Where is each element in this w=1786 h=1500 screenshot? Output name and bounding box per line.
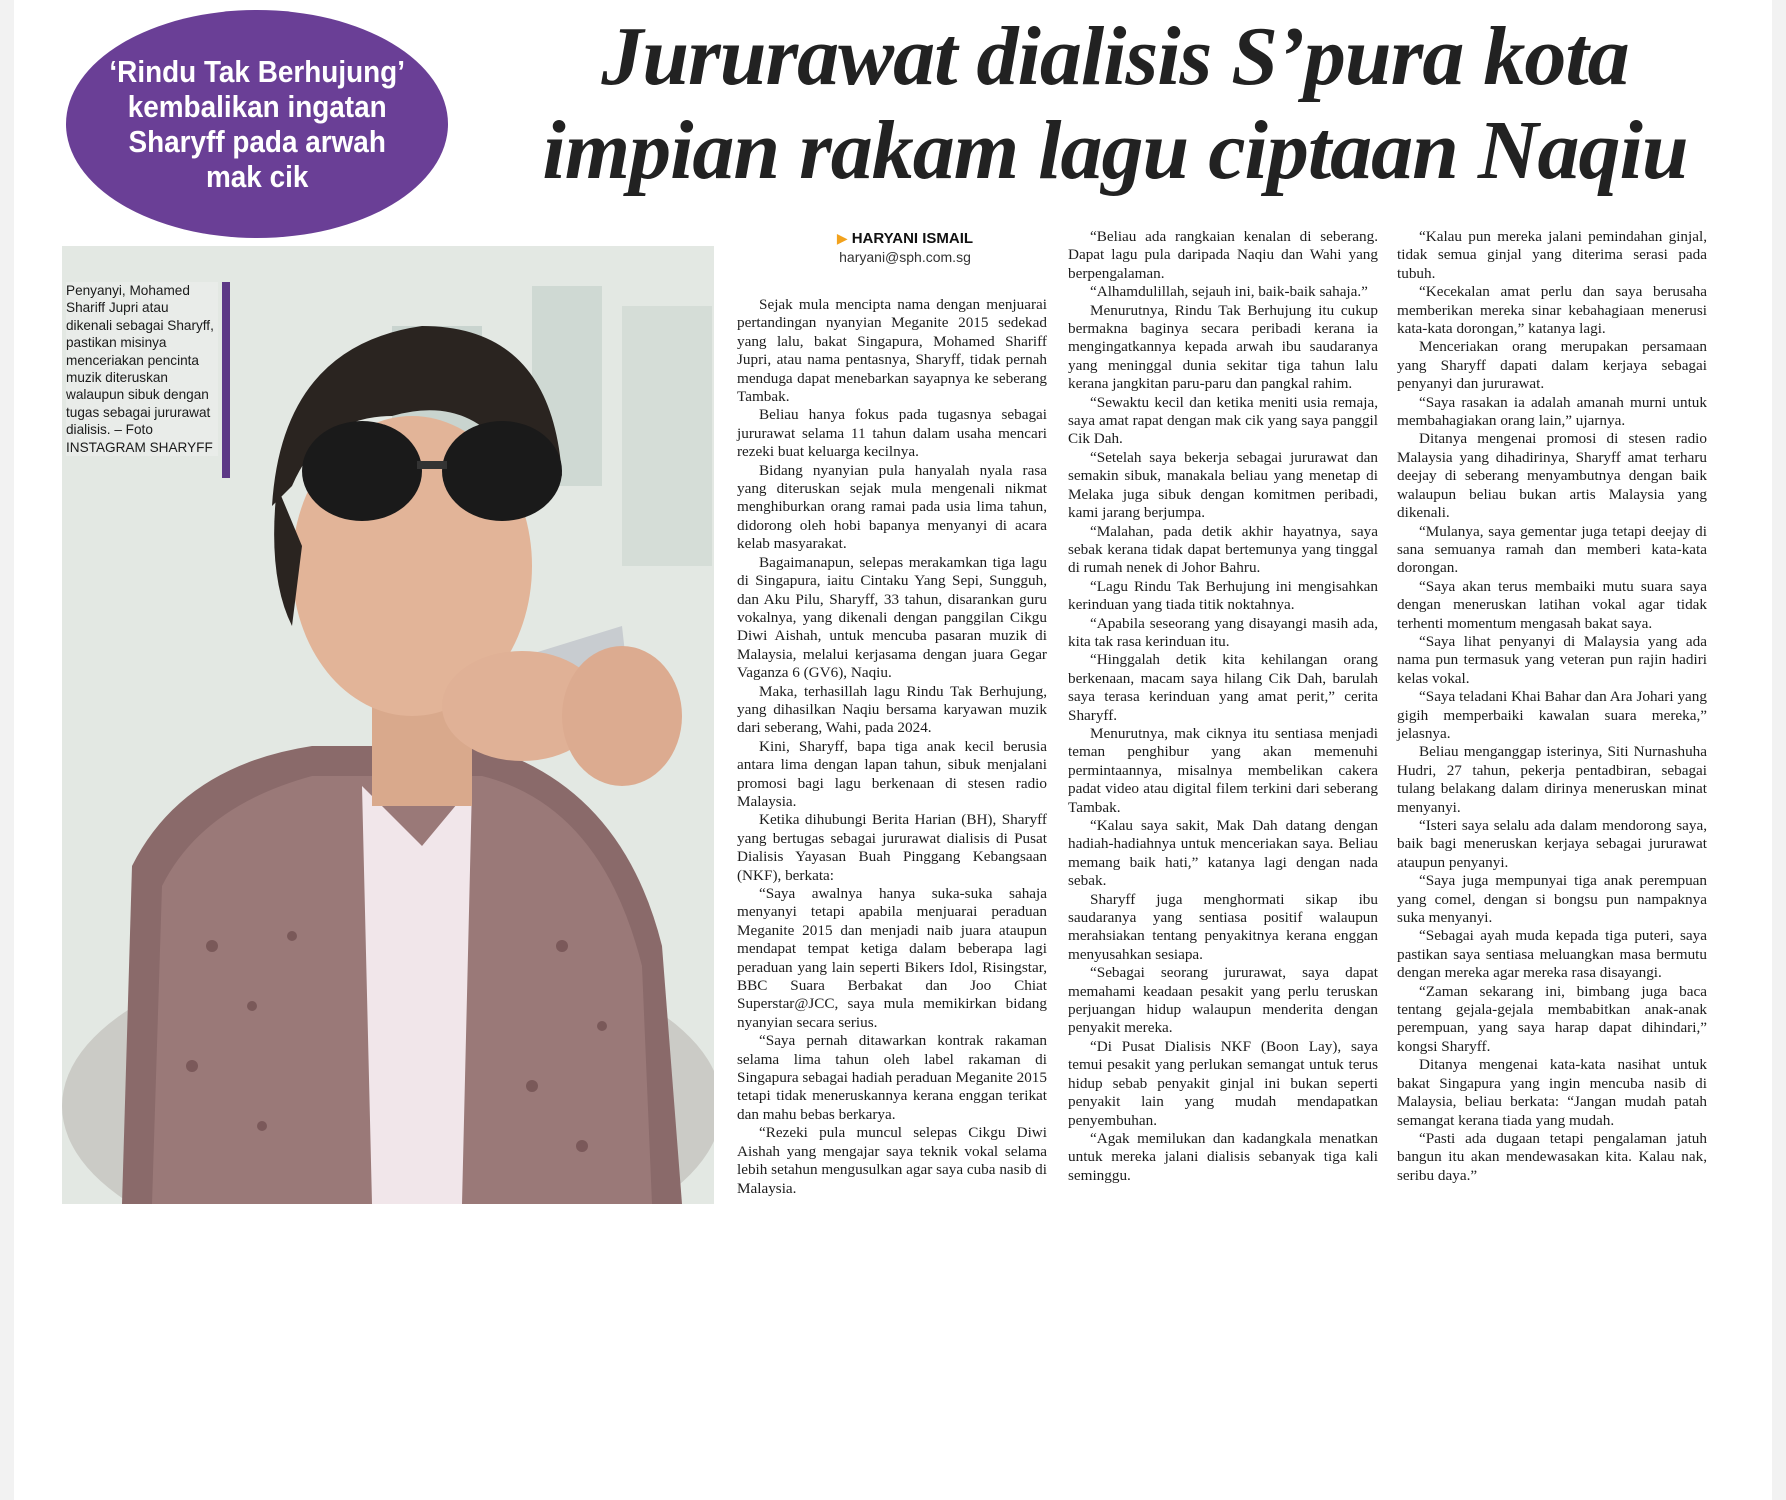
- article-paragraph: “Saya rasakan ia adalah amanah murni untuk membahagiakan orang lain,” ujarnya.: [1397, 393, 1707, 430]
- article-paragraph: “Zaman sekarang ini, bimbang juga baca tentang gejala-gejala membabitkan anak-anak perempuan, yang saya harap dapat dihindari,” kongsi Sharyff.: [1397, 982, 1707, 1055]
- article-paragraph: “Kalau saya sakit, Mak Dah datang dengan hadiah-hadiahnya untuk menceriakan saya. Beliau memang baik hati,” katanya lagi dengan nada sebak.: [1068, 817, 1378, 890]
- article-paragraph: “Beliau ada rangkaian kenalan di seberang. Dapat lagu pula daripada Naqiu dan Wahi yang berpengalaman.: [1068, 228, 1378, 282]
- article-column-3: [1397, 228, 1707, 1185]
- article-paragraph: Menceriakan orang merupakan persamaan yang Sharyff dapati dalam kerjaya sebagai penyanyi dan jururawat.: [1397, 338, 1707, 393]
- sidebar-title-badge: [66, 10, 448, 238]
- article-paragraph: “Kalau pun mereka jalani pemindahan ginjal, tidak semua ginjal yang diterima serasi pada tubuh.: [1397, 228, 1707, 282]
- article-paragraph: Beliau menganggap isterinya, Siti Nurnashuha Hudri, 27 tahun, pekerja pentadbiran, sebagai tulang belakang dalam dirinya meneruskan minat menyanyi.: [1397, 743, 1707, 816]
- article-column-2: [1068, 228, 1378, 1185]
- byline-author: [740, 230, 1070, 247]
- article-paragraph: “Malahan, pada detik akhir hayatnya, saya sebak kerana tidak dapat bertemunya yang tinggal di rumah nenek di Johor Bahru.: [1068, 522, 1378, 577]
- article-paragraph: Sejak mula mencipta nama dengan menjuarai pertandingan nyanyian Meganite 2015 sedekad yang lalu, bakat Singapura, Mohamed Shariff Jupri, atau nama pentasnya, Sharyff, tidak pernah menduga dapat menebarkan sayapnya ke seberang Tambak.: [737, 296, 1047, 406]
- article-paragraph: Bidang nyanyian pula hanyalah nyala rasa yang diteruskan sejak mula mengenali nikmat menghiburkan orang ramai pada usia lima tahun, didorong oleh hobi bapanya menyanyi di acara kelab masyarakat.: [737, 461, 1047, 553]
- article-paragraph: “Isteri saya selalu ada dalam mendorong saya, baik bagi meneruskan kerjaya sebagai jururawat ataupun penyanyi.: [1397, 817, 1707, 871]
- article-paragraph: Ketika dihubungi Berita Harian (BH), Sharyff yang bertugas sebagai jururawat dialisis di Pusat Dialisis Yayasan Buah Pinggang Kebangsaan (NKF), berkata:: [737, 811, 1047, 884]
- article-paragraph: “Saya lihat penyanyi di Malaysia yang ada nama pun termasuk yang veteran pun rajin hadiri kelas vokal.: [1397, 632, 1707, 687]
- photo-caption: Penyanyi, Mohamed Shariff Jupri atau dikenali sebagai Sharyff, pastikan misinya menceriakan pencinta muzik diteruskan walaupun sibuk dengan tugas sebagai jururawat dialisis. – Foto INSTAGRAM SHARYFF: [66, 282, 218, 456]
- article-paragraph: “Hinggalah detik kita kehilangan orang berkenaan, macam saya hilang Cik Dah, barulah saya terasa kerinduan yang amat perit,” cerita Sharyff.: [1068, 651, 1378, 724]
- page-edge-right: [1772, 0, 1786, 1500]
- byline: [740, 230, 1070, 265]
- article-paragraph: “Saya pernah ditawarkan kontrak rakaman selama lima tahun oleh label rakaman di Singapura sebagai hadiah peraduan Meganite 2015 tetapi tidak meneruskannya kerana enggan terikat dan mahu bebas berkarya.: [737, 1032, 1047, 1123]
- author-email: haryani@sph.com.sg: [839, 249, 971, 265]
- article-paragraph: Ditanya mengenai promosi di stesen radio Malaysia yang dihadirinya, Sharyff amat terharu deejay di seberang menyambutnya dengan baik walaupun beliau bukan artis Malaysia yang dikenali.: [1397, 430, 1707, 522]
- article-paragraph: “Saya teladani Khai Bahar dan Ara Johari yang gigih memperbaiki kawalan suara mereka,” jelasnya.: [1397, 688, 1707, 742]
- article-paragraph: “Di Pusat Dialisis NKF (Boon Lay), saya temui pesakit yang perlukan semangat untuk terus hidup sebab penyakit ginjal ini bukan seperti penyakit lain yang mudah mendapatkan penyembuhan.: [1068, 1037, 1378, 1129]
- article-paragraph: “Sewaktu kecil dan ketika meniti usia remaja, saya amat rapat dengan mak cik yang saya panggil Cik Dah.: [1068, 393, 1378, 448]
- article-paragraph: “Mulanya, saya gementar juga tetapi deejay di sana semuanya ramah dan memberi kata-kata dorongan.: [1397, 522, 1707, 577]
- article-paragraph: “Alhamdulillah, sejauh ini, baik-baik sahaja.”: [1090, 283, 1368, 301]
- article-paragraph: Menurutnya, mak ciknya itu sentiasa menjadi teman penghibur yang akan memenuhi permintaannya, misalnya membelikan cakera padat video atau digital filem terkini dari seberang Tambak.: [1068, 724, 1378, 816]
- author-name: HARYANI ISMAIL: [851, 230, 974, 247]
- article-paragraph: Bagaimanapun, selepas merakamkan tiga lagu di Singapura, iaitu Cintaku Yang Sepi, Sungguh, dan Aku Pilu, Sharyff, 33 tahun, disarankan guru vokalnya, yang dikenali dengan panggilan Cikgu Diwi Aishah, untuk mencuba pasaran muzik di Malaysia, melalui kerjasama dengan juara Gegar Vaganza 6 (GV6), Naqiu.: [737, 553, 1047, 682]
- article-paragraph: “Saya awalnya hanya suka-suka sahaja menyanyi tetapi apabila menjuarai peraduan Meganite 2015 dan menjadi naib juara ataupun mendapat tempat ketiga dalam beberapa lagi peraduan yang lain seperti Bikers Idol, Risingstar, BBC Suara Berbakat dan Joo Chiat Superstar@JCC, saya mula memikirkan bidang nyanyian secara serius.: [737, 885, 1047, 1031]
- caption-accent-bar: [222, 282, 230, 478]
- article-paragraph: Kini, Sharyff, bapa tiga anak kecil berusia antara lima dengan lapan tahun, sibuk menjalani promosi bagi lagu berkenaan di stesen radio Malaysia.: [737, 737, 1047, 810]
- article-paragraph: Ditanya mengenai kata-kata nasihat untuk bakat Singapura yang ingin mencuba nasib di Malaysia, beliau berkata: “Jangan mudah patah semangat kerana tiada yang mudah.: [1397, 1056, 1707, 1129]
- page-edge-left: [0, 0, 14, 1500]
- article-paragraph: “Saya akan terus membaiki mutu suara saya dengan meneruskan latihan vokal agar tidak terhenti momentum mengasah bakat saya.: [1397, 577, 1707, 632]
- article-paragraph: Maka, terhasillah lagu Rindu Tak Berhujung, yang dihasilkan Naqiu bersama karyawan muzik dari seberang, Wahi, pada 2024.: [737, 682, 1047, 737]
- headline: [470, 10, 1760, 198]
- article-paragraph: “Apabila seseorang yang disayangi masih ada, kita tak rasa kerinduan itu.: [1068, 614, 1378, 650]
- article-paragraph: “Saya juga mempunyai tiga anak perempuan yang comel, dengan si bongsu pun nampaknya suka menyanyi.: [1397, 872, 1707, 927]
- sidebar-title: ‘Rindu Tak Berhujung’ kembalikan ingatan Sharyff pada arwah mak cik: [109, 54, 405, 194]
- article-paragraph: Sharyff juga menghormati sikap ibu saudaranya yang sentiasa positif walaupun merahsiakan tentang penyakitnya kerana enggan menyusahkan sesiapa.: [1068, 890, 1378, 963]
- headline-line-1: Jururawat dialisis S’pura kota: [601, 10, 1629, 103]
- article-paragraph: “Sebagai seorang jururawat, saya dapat memahami keadaan pesakit yang perlu teruskan perjuangan hidup walaupun menderita dengan penyakit mereka.: [1068, 964, 1378, 1037]
- article-paragraph: Beliau hanya fokus pada tugasnya sebagai jururawat selama 11 tahun dalam usaha mencari rezeki buat keluarga kecilnya.: [737, 406, 1047, 461]
- article-paragraph: “Sebagai ayah muda kepada tiga puteri, saya pastikan saya sentiasa meluangkan masa bermutu dengan mereka agar mereka rasa disayangi.: [1397, 927, 1707, 982]
- article-paragraph: “Rezeki pula muncul selepas Cikgu Diwi Aishah yang mengajar saya teknik vokal selama lebih setahun mengusulkan agar saya cuba nasib di Malaysia.: [737, 1124, 1047, 1197]
- article-paragraph: Menurutnya, Rindu Tak Berhujung itu cukup bermakna baginya secara peribadi kerana ia mengingatkannya kepada arwah ibu saudaranya yang meninggal dunia sekitar tiga tahun lalu kerana jangkitan paru-paru dan pangkal rahim.: [1068, 301, 1378, 393]
- article-paragraph: “Setelah saya bekerja sebagai jururawat dan semakin sibuk, manakala beliau yang menetap di Melaka juga sibuk dengan komitmen peribadi, kami jarang berjumpa.: [1068, 448, 1378, 522]
- byline-marker-icon: ▶: [836, 230, 848, 246]
- article-column-1: [737, 296, 1047, 1198]
- article-paragraph: “Lagu Rindu Tak Berhujung ini mengisahkan kerinduan yang tiada titik noktahnya.: [1068, 577, 1378, 614]
- article-paragraph: “Pasti ada dugaan tetapi pengalaman jatuh bangun itu akan mendewasakan kita. Kalau nak, seribu daya.”: [1397, 1129, 1707, 1184]
- article-paragraph: “Agak memilukan dan kadangkala menatkan untuk mereka jalani dialisis sebanyak tiga kali seminggu.: [1068, 1129, 1378, 1184]
- headline-line-2: impian rakam lagu ciptaan Naqiu: [542, 104, 1688, 197]
- article-paragraph: “Kecekalan amat perlu dan saya berusaha memberikan mereka sinar kebahagiaan menerusi kata-kata dorongan,” katanya lagi.: [1397, 283, 1707, 338]
